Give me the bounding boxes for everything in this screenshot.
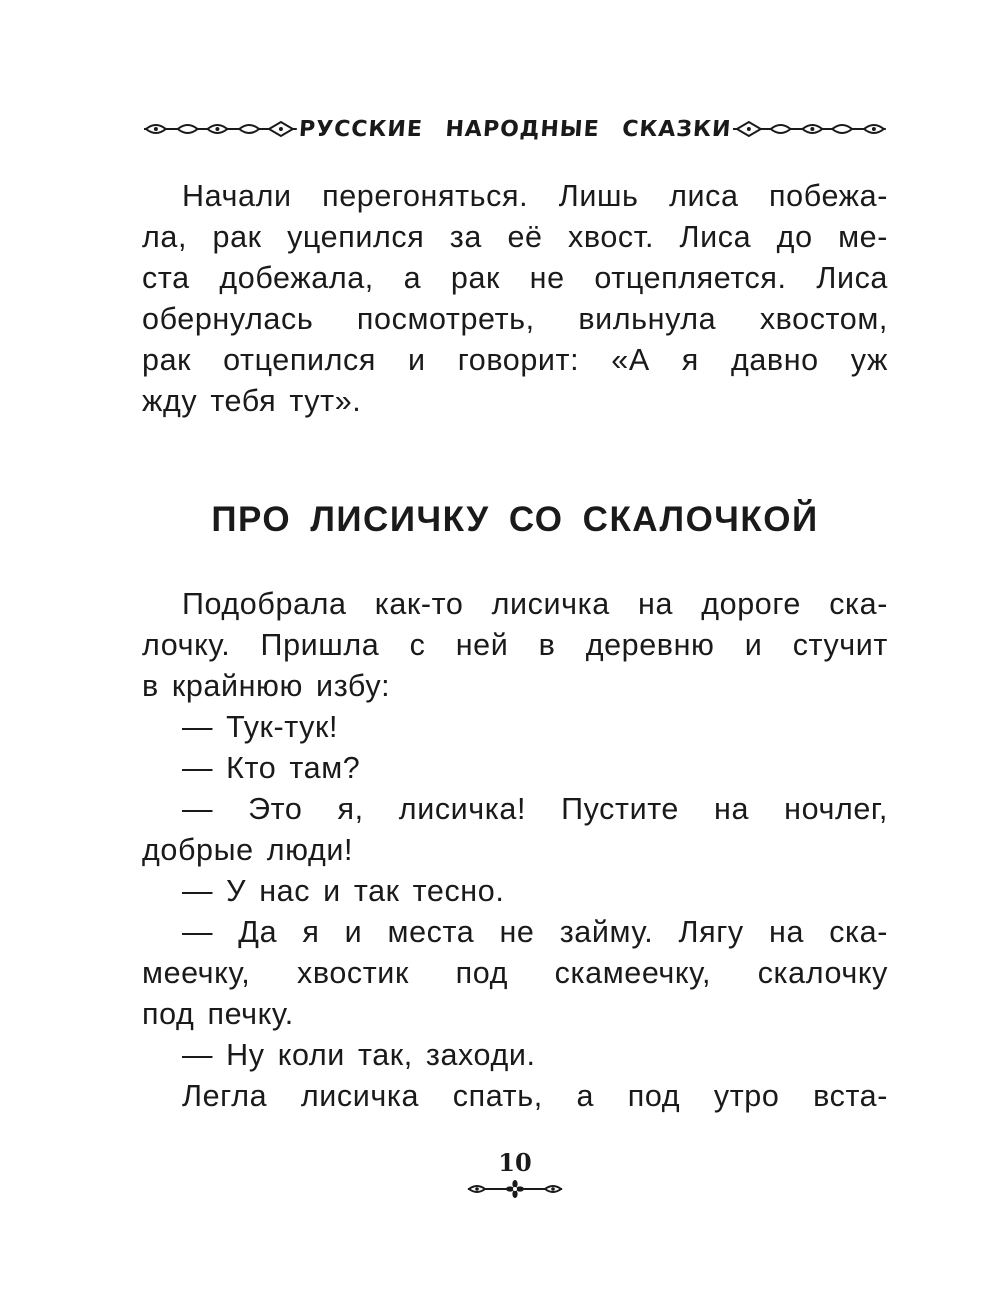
leaf-vine-ornament-right-icon (731, 119, 888, 139)
leaf-vine-ornament-left-icon (142, 119, 299, 139)
running-head (142, 112, 888, 146)
text-line: в крайнюю избу: (142, 669, 391, 703)
text-line: рак отцепился и говорит: «А я давно уж (142, 343, 888, 377)
dialogue-line: — Тук-тук! (182, 710, 339, 744)
text-line: Начали перегоняться. Лишь лиса побежа- (182, 179, 888, 213)
dialogue-line: — Ну коли так, заходи. (182, 1038, 536, 1072)
text-line: Подобрала как-то лисичка на дороге ска- (182, 587, 888, 621)
intro-paragraph (142, 176, 888, 422)
text-line: под печку. (142, 997, 294, 1031)
flower-ornament-icon (466, 1180, 564, 1198)
story-title: ПРО ЛИСИЧКУ СО СКАЛОЧКОЙ (211, 500, 819, 539)
text-line: жду тебя тут». (142, 384, 362, 418)
text-line: обернулась посмотреть, вильнула хвостом, (142, 302, 888, 336)
text-line: Легла лисичка спать, а под утро вста- (182, 1079, 888, 1113)
dialogue-line: — Да я и места не займу. Лягу на ска- (182, 915, 888, 949)
text-line: лочку. Пришла с ней в деревню и стучит (142, 628, 888, 662)
dialogue-line: — Кто там? (182, 751, 361, 785)
page-number: 10 (498, 1148, 532, 1177)
dialogue-line: — Это я, лисичка! Пустите на ночлег, (182, 792, 888, 826)
dialogue-line: — У нас и так тесно. (182, 874, 505, 908)
text-line: ста добежала, а рак не отцепляется. Лиса (142, 261, 888, 295)
story-text (142, 584, 888, 1117)
text-line: добрые люди! (142, 833, 354, 867)
running-head-title: РУССКИЕ НАРОДНЫЕ СКАЗКИ (297, 116, 733, 142)
text-line: ла, рак уцепился за её хвост. Лиса до ме- (142, 220, 888, 254)
text-line: меечку, хвостик под скамеечку, скалочку (142, 956, 888, 990)
